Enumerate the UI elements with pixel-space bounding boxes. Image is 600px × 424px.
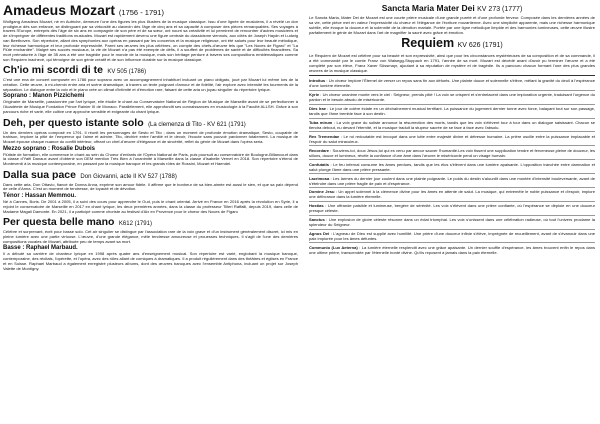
movement-separator	[309, 159, 595, 160]
mozart-title	[3, 3, 298, 20]
aria2-heading	[3, 116, 298, 131]
movement-name: Rex Tremendae	[309, 133, 340, 139]
movement-separator	[309, 201, 595, 202]
movement-confutatis: Confutatis : Le feu infernal consume les âmes perdues, tandis que les élus s'élèvent dans une lumière apaisante. L'opposition tranchée entre damnation et salut plonge l'âme dans une prière pressante.	[309, 161, 595, 172]
movement-text: Une offrande paisible et lumineuse, bergère de sérénité. Les voix s'élèvent dans une prière confiante, où l'espérance se déploie en une douceur presque céleste.	[309, 203, 595, 214]
movement-communio: Communio (Lux Aeterna) : La lumière éternelle resplendit avec une grâce apaisante. Un dernier souffle d'espérance, les âmes trouvent enfin le repos dans une ultime prière, transcendée par l'éternelle bonté divine. Qu'ils reposent à jamais dans la paix éternelle.	[309, 244, 595, 255]
requiem-intro: Le Requiem de Mozart est célèbre pour sa beauté et son expressivité, ainsi que pour les circonstances mystérieuses de sa composition et de sa commande, il a été commandé par le comte Franz von Walsegg-Stuppach en 1791, l'année de sa mort. Mozart est décédé avant d'avoir pu terminer l'œuvre et a été complété par son élève, Franz Xaver Süssmayr, ajoutant à sa réputation de mystère et de tragédie. Ils a parcouru chacun formant l'une des plus grandes œuvres de la musique classique.	[309, 53, 595, 74]
singer1-text: Originaire de Marseille, passionnée par l'art lyrique, elle étudie le chant au Conservatoire National de Région de Musique de Marseille avant de se perfectionner à l'Académie de Musique Fondation Prince Rainier III de Monaco. Parallèlement, elle approfondit ses connaissances en musicologie à la Faculté ALLSH. Grâce à son parcours riche et varié, elle cultive une approche sensible et exigeante du chant lyrique.	[3, 99, 298, 114]
requiem-heading	[309, 36, 595, 53]
aria1-text: C'est une ena de concert composée en 1786 pour soprano avec un accompagnement inhabituel incluant un piano obligato, joué par Mozart lui même lors de la création. Cette œuvre, à mi-chemin entre aria et scène dramatique, à travers un texte poignant d'amour et de fidélité, l'air explore avec intensité les tourments de la séparation. Le dialogue entre la voix et le piano crée un climat d'intimité et d'émotion rare, faisant de cette aria un joyau singulier du répertoire lyrique.	[3, 77, 298, 92]
aria1-heading	[3, 63, 298, 78]
aria1-info: KV 505 (1786)	[107, 69, 147, 76]
sancta-maria-text: Le Sancta Maria, Mater Dei de Mozart est une courte prière musicale d'une grande pureté et d'une profonde ferveur. Composée dans les dernières années de sa vie, cette pièce met en valeur l'expressivité du chœur et l'élégance de l'écriture mozartienne. Avec une simplicité apparente, mais une richesse harmonique subtile, elle évoque la douceur et la solennité de la dévotion mariale. Portée par une ligne mélodique limpide et des harmonies lumineuses, cette œuvre illustre parfaitement le génie de Mozart dans l'art de magnifier la sacré avec grâce et émotion.	[309, 15, 595, 36]
movement-domine-jesu: Domine Jesu : Un appel solennel à la clémence divine pour les âmes en attente de salut. La musique, qui entremêle le noble puissance et d'espoir, implore une délivrance dans la lumière éternelle.	[309, 189, 595, 200]
aria3-title: Dalla sua pace	[3, 168, 76, 181]
movement-sanctus: Sanctus : Une explosion de gloire céleste résonne dans un éclat triomphal. Les voix s'unissent dans une célébration radieuse, où tout l'univers proclame la splendeur du Seigneur.	[309, 217, 595, 228]
sancta-maria-title: Sancta Maria Mater Dei	[381, 3, 475, 13]
movement-introitus: Introitus : Un chœur implore l'Éternel de verser un repos sans fin aux défunts. Une plainte douce et solennelle s'élève, mêlant la gravité du deuil à l'espérance d'une lumière éternelle.	[309, 78, 595, 89]
aria4-text: Célèbre et surprenant, écrit pour basse solo. Cet air singulier se distingue par l'association rare de la voix grave et d'un instrument généralement discret, ici mis en pleine lumière avec une partie virtuose. L'œuvre, d'une grande élégance, mêle tendresse amoureuse et prouesses techniques. Il s'agit de l'une des dernières compositions vocales de Mozart, attribuée peu de temps avant sa mort.	[3, 229, 298, 244]
movement-rex-tremendae: Rex Tremendae : Le roi redoutable est invoqué dans une lutte entre majesté divine et détresse humaine. La prière oscille entre la puissance implacable et l'espoir du salut miraculeux.	[309, 133, 595, 144]
movement-name: Tuba mirum	[309, 120, 333, 125]
aria3-info: Don Giovanni, acte II KV 527 (1788)	[80, 173, 177, 180]
movement-separator	[309, 145, 595, 146]
sancta-maria-info: KV 273 (1777)	[477, 6, 523, 13]
requiem-title: Requiem	[401, 36, 455, 51]
movement-name: Agnus Dei	[309, 231, 330, 236]
movements-list	[309, 78, 595, 255]
movement-separator	[309, 173, 595, 174]
movement-separator	[309, 104, 595, 105]
mozart-title-text: Amadeus Mozart	[3, 3, 116, 18]
movement-text: Le roi redoutable est invoqué dans une lutte entre majesté divine et détresse humaine. La prière oscille entre la puissance implacable et l'espoir du salut miraculeux.	[309, 133, 595, 144]
aria1-title: Ch'io mi scordi di te	[3, 64, 103, 77]
movement-text: Souviens-toi, doux Jésus,toi qui es venu par amour sauver l'humanité.Les voix tissent une supplication tendre et ferveneuse,pleine de douceur, les sillons, douce et lumineux, révèle la confiance d'une âme dans l'œuvre le miséricorde pend un visage humain.	[309, 147, 595, 158]
aria2-info: (La clemenza di Tito - KV 621 (1791)	[148, 121, 246, 128]
aria2-title: Deh, per questo istante solo	[3, 116, 144, 129]
singer3-title: Ténor : Hassan Memmou.	[3, 193, 77, 200]
movement-text: La lumière éternelle resplendit avec une grâce apaisante. Un dernier souffle d'espérance, les âmes trouvent enfin le repos dans une ultime prière, transcendée par l'éternelle bonté divine. Qu'ils reposent à jamais dans la paix éternelle.	[309, 244, 595, 255]
movement-name: Confutatis	[309, 161, 330, 167]
movement-text: Une explosion de gloire céleste résonne dans un éclat triomphal. Les voix s'unissent dans une célébration radieuse, où tout l'univers proclame la splendeur du Seigneur.	[309, 217, 595, 228]
singer3-text: Né à Cannes, Boris. De 2001 à 2005, il a suivi des cours pour apprendre le Oud, puis le chant oriental. Arrivé en France en 2016 après la révolution en Syrie, il a rejoint le conservatoire de Marseille en 2017 en chant lyrique, les deux premières années, dans la classe du professeur Tilleri Raffalli, depuis 2019, dans celle de Madame Magali Damonte. En 2021, il a participé comme choriste au festival d'Aix en Provence pour le chœur des Noces de Figaro	[3, 199, 298, 214]
movement-name: Kyrie	[309, 92, 320, 98]
movement-separator	[309, 215, 595, 216]
movement-name: Introitus	[309, 78, 326, 84]
requiem-divider	[309, 75, 595, 76]
aria2-text: Un des derniers opéras composé en 1791. Il réunit les personnages de Sesto et Tito ; dans un moment de profonde émotion dramatique, Sesto, coupable de trahison, implore la pitié de l'empereur qui l'aime et admire. Tito, déchiré entre l'amitié et le devoir, l'écoute sans pouvoir pardonner totalement. La musique de Mozart épouse chaque nuance du conflit intérieur, offrant un chef-d'œuvre d'élégance et de sincérité, reflet du génie de Mozart dans l'opéra seria.	[3, 129, 298, 144]
movement-separator	[309, 90, 595, 91]
aria3-text: Dans cette aria, Don Ottavio, fiancé de Donna Anna, exprime son amour fidèle. Il affirme que le bonheur de sa bien-aimée est aussi le sien, et que sa paix dépend de celle d'Anna. C'est un moment de tendresse, de loyauté et de dévotion.	[3, 181, 298, 192]
movement-text: Le jour de colère éclate en un déchaînement musical terrifiant. La puissance du jugement dernier tonne avec force, balayant tout sur son passage, tandis que l'âme tremble face à son destin.	[309, 106, 595, 117]
movement-name: Recordare	[309, 147, 330, 153]
aria4-heading	[3, 215, 298, 230]
movement-text: Un appel solennel à la clémence divine pour les âmes en attente de salut. La musique, qui entremêle le noble puissance et d'espoir, implore une délivrance dans la lumière éternelle.	[309, 189, 595, 200]
mozart-title-dates: (1756 - 1791)	[118, 8, 164, 17]
singer2-text: Flûtiste de formation, elle commence le chant au sein du Choeur d'enfants de l'Opéra National de Paris, puis poursuit au conservatoire de Boulogne-Billancourt dans la classe d'Yaël Danaux avant d'obtenir son DEM mention Très Bien à l'unanimité à Marseille dans la classe d'Isabelle Vernet en 2018. Son répertoire s'étend de Monteverdi à la musique contemporaine, en passant par la musique baroque et les grands rôles de Rossini, Mozart et Haendel.	[3, 151, 298, 167]
aria4-info: K612 (1791)	[118, 221, 152, 228]
singer4-text: Il a débuté sa carrière de chanteur lyrique en 1998 après quatre ans d'enseignement musical. Son répertoire est varié, englobant la musique baroque, contemporaine, des récitals, l'opérette, et l'opéra, avec des rôles allant de comiques à dramatiques. Il a produit régulièrement dans des théâtres et églises en France et en Suisse. Raphael Marbaud a également enregistré plusieurs albums, dont des œuvres baroques avec l'ensemble Antiphona, incluant un projet sur Joseph Valette de Montigny.	[3, 251, 298, 271]
right-column	[309, 3, 595, 422]
movement-text: Le feu infernal consume les âmes perdues, tandis que les élus s'élèvent dans une lumière apaisante. L'opposition tranchée entre damnation et salut plonge l'âme dans une prière pressante.	[309, 161, 595, 172]
singer2-title: Mezzo soprano : Rosalie Dubois	[3, 145, 96, 152]
movement-hostias: Hostias : Une offrande paisible et lumineuse, bergère de sérénité. Les voix s'élèvent dans une prière confiante, où l'espérance se déploie en une douceur presque céleste.	[309, 203, 595, 214]
movement-name: Lacrimosa	[309, 175, 330, 181]
movement-name: Communio (Lux Aeterna)	[309, 244, 358, 250]
singer4-title: Basse : Raphael Marbaud.	[3, 245, 78, 252]
movement-name: Dies Irae	[309, 106, 327, 112]
movement-separator	[309, 131, 595, 132]
movement-text: L'agneau de Dieu est supplié avec humilité. Une prière d'une douceur infinie s'élève, imprégnée de recueillement, avant de s'évanouir dans une paix implorée pour les âmes défuntes.	[309, 231, 595, 242]
mozart-bio: Wolfgang Amadeus Mozart, né en Autriche, demeure l'une des figures les plus illustres de la musique classique. Issu d'une lignée de musiciens, il a révélé un don prodigieux dès son enfance, se distinguant par sa virtuosité au clavecin dès l'âge de cinq ans et sa capacité à composer des pièces remarquables. Ses voyages à travers l'Europe, entrepris dès l'âge de six ans en compagnie de son père et de sa sœur, ont nourri sa créativité et lui permirent de rencontrer d'autres musiciens et de s'imprégner de différentes traditions musicales. Mozart est rapidement devenu une figure centrale du classicisme viennois, aux côtés de Joseph Haydn et Ludwig van Beethoven. Son répertoire, allant des symphonies aux opéras en passant par les concertos et la musique religieuse, ont été salués pour leur beauté mélodique, leur richesse harmonique et leur profonde expressivité. Parmi ses œuvres les plus célèbres, on compte des chefs-d'œuvre tels que "Les Noces de Figaro" et "La Flûte enchantée". Malgré ses succès musicaux, la vie de Mozart n'a pas été exempte de défis, il a souffert de problèmes de santé et de difficultés financières. Sa mort prématurée à l'âge de 35 ans a été une tragédie pour le monde de la musique, mais son héritage perdure à travers ses compositions emblématiques comme son Requiem inachevé, qui témoigne de son génie créatif et de son influence durable sur la musique classique.	[3, 19, 298, 62]
requiem-info: KV 626 (1791)	[457, 42, 503, 50]
movement-recordare: Recordare : Souviens-toi, doux Jésus,toi qui es venu par amour sauver l'humanité.Les voix tissent une supplication tendre et ferveneuse,pleine de douceur, les sillons, douce et lumineux, révèle la confiance d'une âme dans l'œuvre le miséricorde pend un visage humain.	[309, 147, 595, 158]
movement-separator	[309, 187, 595, 188]
movement-dies-irae: Dies Irae : Le jour de colère éclate en un déchaînement musical terrifiant. La puissance du jugement dernier tonne avec force, balayant tout sur son passage, tandis que l'âme tremble face à son destin.	[309, 106, 595, 117]
left-column	[3, 3, 298, 422]
movement-separator	[309, 242, 595, 243]
movement-name: Hostias	[309, 203, 324, 209]
movement-name: Domine Jesu	[309, 189, 335, 195]
movement-kyrie: Kyrie : Un chœur unanime monte vers le ciel : Seigneur, prends pitié ! La voix se crispent et s'entrelacent dans une imploration urgente, traduisant l'urgence du pardon et le besoin absolu de miséricorde.	[309, 92, 595, 103]
movement-separator	[309, 229, 595, 230]
movement-name: Sanctus	[309, 217, 325, 223]
sancta-maria-heading	[309, 3, 595, 15]
aria3-heading	[3, 168, 298, 183]
singer1-title: Soprano : Manon Pizzichemi	[3, 93, 85, 100]
movement-tuba-mirum: Tuba mirum : La voix grave du soliste annonce la résurrection des morts, tandis que les voix s'élèvent tour à tour dans un dialogue saisissant. Chacun se tiendra debout, nu devant l'éternité, et la musique traduit la stupeur sacrée de se face à face avec l'absolu.	[309, 120, 595, 131]
aria4-title: Per questa belle mano	[3, 216, 115, 229]
movement-lacrimosa: Lacrimosa : Les larmes du dernier jour coulent dans une plainte poignante. Le poids du destin s'alourdit dans une montée d'intensité bouleversante, avant de s'éteindre dans une prière fragile de paix et d'espérance.	[309, 175, 595, 186]
movement-text: Un chœur unanime monte vers le ciel : Seigneur, prends pitié ! La voix se crispent et s'entrelacent dans une imploration urgente, traduisant l'urgence du pardon et le besoin absolu de miséricorde.	[309, 92, 595, 103]
movement-text: Les larmes du dernier jour coulent dans une plainte poignante. Le poids du destin s'alourdit dans une montée d'intensité bouleversante, avant de s'éteindre dans une prière fragile de paix et d'espérance.	[309, 175, 595, 186]
movement-separator	[309, 118, 595, 119]
movement-text: La voix grave du soliste annonce la résurrection des morts, tandis que les voix s'élèvent tour à tour dans un dialogue saisissant. Chacun se tiendra debout, nu devant l'éternité, et la musique traduit la stupeur sacrée de se face à face avec l'absolu.	[309, 120, 595, 131]
movement-text: Un chœur implore l'Éternel de verser un repos sans fin aux défunts. Une plainte douce et solennelle s'élève, mêlant la gravité du deuil à l'espérance d'une lumière éternelle.	[309, 78, 595, 89]
movement-agnus-dei: Agnus Dei : L'agneau de Dieu est supplié avec humilité. Une prière d'une douceur infinie s'élève, imprégnée de recueillement, avant de s'évanouir dans une paix implorée pour les âmes défuntes.	[309, 231, 595, 242]
